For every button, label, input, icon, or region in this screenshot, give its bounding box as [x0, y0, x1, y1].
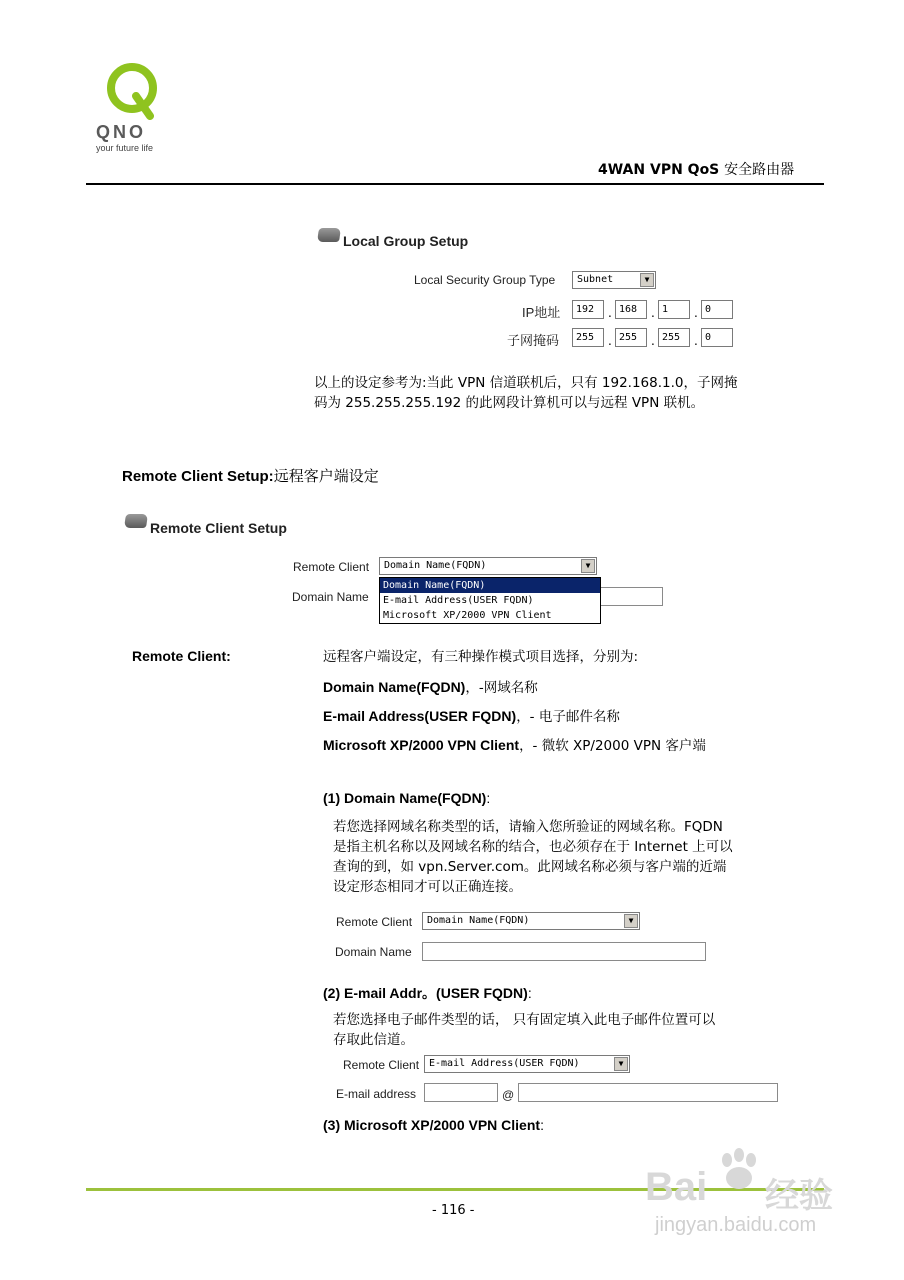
option-1-text: ，-网域名称	[465, 680, 538, 696]
local-security-group-type-select[interactable]	[572, 271, 656, 289]
mask-octet-2[interactable]: 255	[615, 328, 647, 347]
sub1-line-2: 是指主机名称以及网域名称的结合，也必须存在于 Internet 上可以	[333, 839, 733, 855]
section-tab-icon	[124, 514, 148, 528]
sub2-line-1: 若您选择电子邮件类型的话， 只有固定填入此电子邮件位置可以	[333, 1012, 716, 1028]
sub2-email-domain-input[interactable]	[518, 1083, 778, 1102]
remote-client-dropdown-list[interactable]	[379, 577, 601, 624]
sub1-title-text: (1) Domain Name(FQDN)	[323, 790, 487, 806]
option-1-term: Domain Name(FQDN)	[323, 679, 466, 695]
mask-separator: .	[608, 334, 612, 348]
ip-address-label: IP地址	[522, 305, 561, 320]
remote-client-desc-label: Remote Client:	[132, 648, 231, 664]
mask-octet-4[interactable]: 0	[701, 328, 733, 347]
section-tab-icon	[317, 228, 341, 242]
remote-client-panel-heading: Remote Client Setup	[150, 520, 287, 536]
sub2-title-colon: :	[527, 985, 532, 1001]
sub2-title-text: (2) E-mail Addr。(USER FQDN)	[323, 985, 528, 1001]
option-2-description	[323, 706, 620, 727]
sub2-remote-client-value: E-mail Address(USER FQDN)	[429, 1058, 580, 1069]
watermark-cn: 经验	[765, 1177, 833, 1215]
chevron-down-icon[interactable]: ▼	[581, 559, 595, 573]
mask-separator: .	[694, 334, 698, 348]
watermark-brand: Bai	[645, 1165, 708, 1209]
remote-client-intro: 远程客户端设定，有三种操作模式项目选择，分别为:	[323, 649, 639, 665]
sub1-remote-client-label: Remote Client	[336, 915, 413, 929]
brand-name: QNO	[96, 122, 147, 142]
header-divider	[86, 183, 824, 185]
sub2-title	[323, 983, 532, 1003]
chevron-down-icon[interactable]: ▼	[624, 914, 638, 928]
sub1-domain-name-label: Domain Name	[335, 945, 412, 959]
sub2-email-user-input[interactable]	[424, 1083, 498, 1102]
ip-separator: .	[608, 306, 612, 320]
dropdown-option-microsoft-vpn[interactable]: Microsoft XP/2000 VPN Client	[383, 610, 552, 621]
local-group-note-line-1: 以上的设定参考为:当此 VPN 信道联机后，只有 192.168.1.0，子网掩	[314, 375, 738, 391]
sub3-title-colon: :	[540, 1117, 544, 1133]
remote-client-section-title-cn: 远程客户端设定	[273, 467, 379, 485]
local-security-group-type-label: Local Security Group Type	[414, 273, 556, 287]
sub1-title	[323, 790, 490, 806]
option-3-term: Microsoft XP/2000 VPN Client	[323, 737, 520, 753]
brand-tagline: your future life	[96, 143, 154, 153]
document-title	[598, 159, 794, 179]
sub3-title	[323, 1117, 544, 1133]
document-title-en: 4WAN VPN QoS	[598, 162, 720, 178]
chevron-down-icon[interactable]: ▼	[614, 1057, 628, 1071]
document-title-cn: 安全路由器	[724, 162, 795, 178]
sub3-title-text: (3) Microsoft XP/2000 VPN Client	[323, 1117, 541, 1133]
ip-separator: .	[694, 306, 698, 320]
remote-client-section-title-en: Remote Client Setup:	[122, 468, 274, 485]
local-security-group-type-value: Subnet	[577, 274, 614, 285]
at-sign: @	[502, 1088, 515, 1102]
local-group-note-line-2: 码为 255.255.255.192 的此网段计算机可以与远程 VPN 联机。	[314, 395, 705, 411]
dropdown-option-domain-name[interactable]: Domain Name(FQDN)	[380, 578, 600, 593]
qno-logo-icon	[106, 62, 158, 120]
chevron-down-icon[interactable]: ▼	[640, 273, 654, 287]
ip-octet-1[interactable]: 192	[572, 300, 604, 319]
sub1-line-3: 查询的到，如 vpn.Server.com。此网域名称必须与客户端的近端	[333, 859, 727, 875]
sub2-email-label: E-mail address	[336, 1087, 417, 1101]
watermark-url: jingyan.baidu.com	[655, 1214, 817, 1236]
sub1-line-4: 设定形态相同才可以正确连接。	[333, 879, 522, 895]
sub1-domain-name-input[interactable]	[422, 942, 706, 961]
mask-octet-3[interactable]: 255	[658, 328, 690, 347]
sub1-line-1: 若您选择网域名称类型的话，请输入您所验证的网域名称。FQDN	[333, 819, 723, 835]
option-2-text: ，- 电子邮件名称	[516, 709, 620, 725]
dropdown-option-email-address[interactable]: E-mail Address(USER FQDN)	[383, 595, 534, 606]
remote-client-select[interactable]	[379, 557, 597, 575]
ip-octet-2[interactable]: 168	[615, 300, 647, 319]
sub1-title-colon: :	[486, 790, 491, 806]
ip-separator: .	[651, 306, 655, 320]
paw-icon	[717, 1148, 761, 1192]
mask-octet-1[interactable]: 255	[572, 328, 604, 347]
local-group-heading: Local Group Setup	[343, 233, 469, 249]
option-3-text: ，- 微软 XP/2000 VPN 客户端	[519, 738, 706, 754]
domain-name-input[interactable]	[600, 587, 663, 606]
sub2-line-2: 存取此信道。	[333, 1032, 414, 1048]
ip-octet-4[interactable]: 0	[701, 300, 733, 319]
option-3-description	[323, 735, 706, 756]
option-1-description	[323, 677, 538, 698]
footer-divider	[86, 1188, 824, 1191]
sub1-remote-client-value: Domain Name(FQDN)	[427, 915, 530, 926]
sub1-remote-client-select[interactable]	[422, 912, 640, 930]
sub2-remote-client-select[interactable]	[424, 1055, 630, 1073]
domain-name-label: Domain Name	[292, 590, 369, 604]
remote-client-label: Remote Client	[293, 560, 370, 574]
ip-octet-3[interactable]: 1	[658, 300, 690, 319]
subnet-mask-label: 子网掩码	[507, 333, 560, 348]
page-number: - 116 -	[432, 1203, 475, 1218]
mask-separator: .	[651, 334, 655, 348]
sub2-remote-client-label: Remote Client	[343, 1058, 420, 1072]
remote-client-value: Domain Name(FQDN)	[384, 560, 487, 571]
remote-client-section-title	[122, 465, 379, 486]
option-2-term: E-mail Address(USER FQDN)	[323, 708, 517, 724]
